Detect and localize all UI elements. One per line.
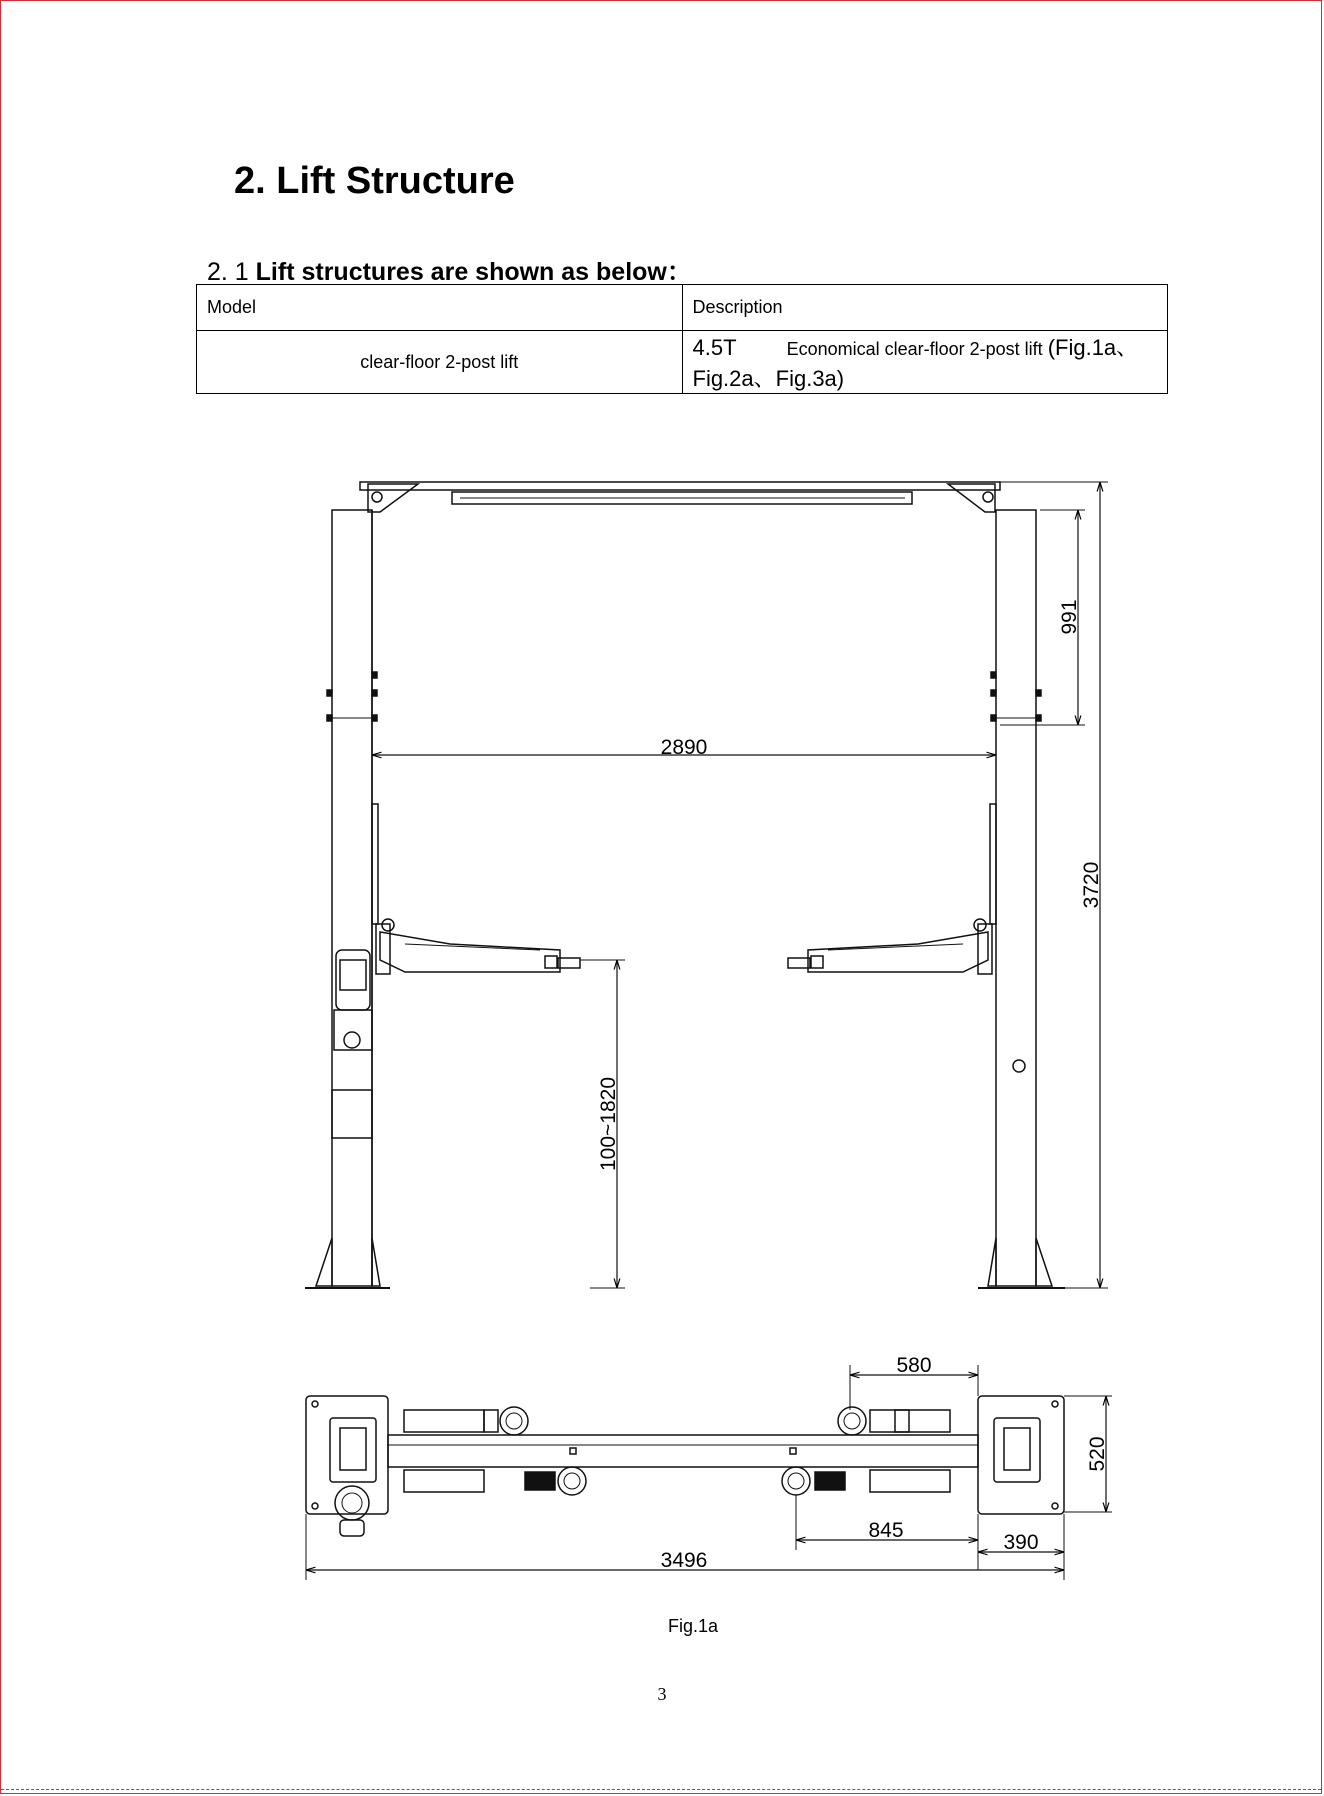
left-arm: [380, 932, 560, 972]
capacity-text: 4.5T: [692, 335, 737, 360]
arm-pad: [500, 1407, 528, 1435]
motor-top: [335, 1486, 369, 1520]
dim-arm-height: 100~1820: [597, 1076, 620, 1172]
dim-arm-span: 580: [896, 1354, 932, 1377]
left-column: [332, 510, 372, 1286]
figure-caption: Fig.1a: [667, 1616, 719, 1636]
description-text: Economical clear-floor 2-post lift: [786, 339, 1043, 359]
top-view: [306, 1396, 1064, 1536]
dim-total-height: 3720: [1080, 861, 1103, 909]
page-number: 3: [657, 1684, 667, 1704]
right-column: [996, 510, 1036, 1286]
top-view-beam: [388, 1435, 978, 1467]
dim-base-depth: 390: [1003, 1531, 1039, 1554]
dim-depth: 520: [1086, 1436, 1109, 1472]
cell-model: clear-floor 2-post lift: [197, 331, 683, 394]
top-dimensions: [306, 1365, 1112, 1580]
figure-refs: (Fig.1a、Fig.2a、Fig.3a): [692, 335, 1139, 391]
dim-top-gap: 991: [1058, 599, 1081, 635]
subsection-title: Lift structures are shown as below：: [255, 258, 692, 286]
front-dimensions: [372, 482, 1108, 1288]
dim-inner-width: 2890: [660, 736, 708, 759]
header-description: Description: [682, 285, 1168, 331]
right-base-plate: [978, 1396, 1064, 1514]
header-model: Model: [197, 285, 683, 331]
right-arm: [808, 932, 988, 972]
top-beam: [360, 482, 1000, 490]
dim-arm-offset: 845: [868, 1519, 904, 1542]
subsection-number: 2. 1: [207, 258, 249, 286]
power-unit: [336, 950, 370, 1010]
section-heading: 2. Lift Structure: [234, 160, 515, 202]
front-view: [305, 482, 1065, 1288]
dim-overall-width: 3496: [660, 1549, 708, 1572]
